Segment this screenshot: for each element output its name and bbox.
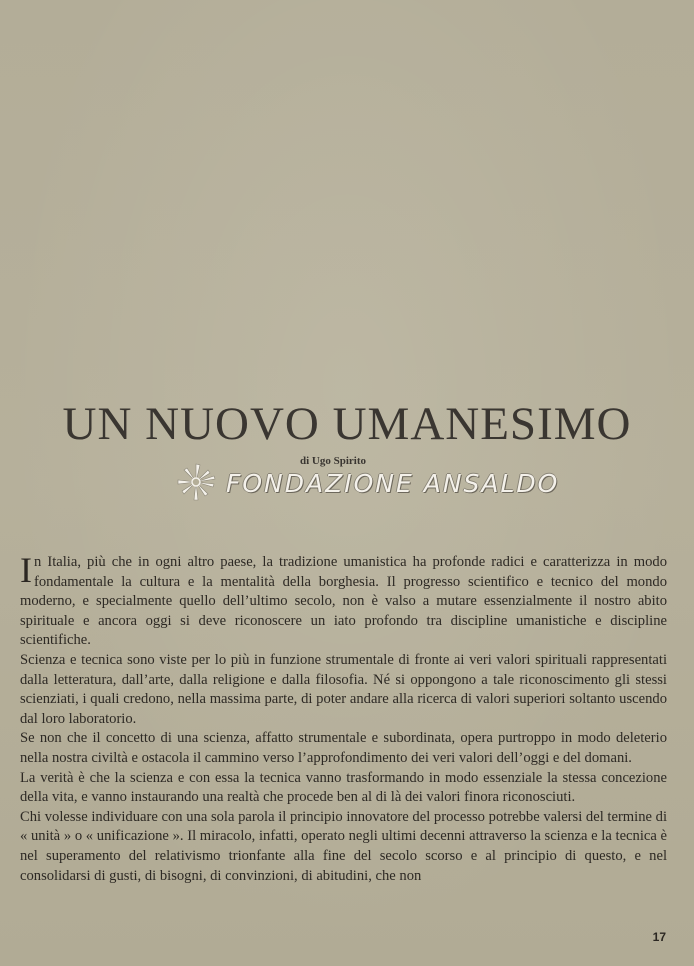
author-byline: di Ugo Spirito bbox=[300, 455, 367, 467]
starburst-logo-icon bbox=[174, 462, 218, 502]
paragraph-2: Scienza e tecnica sono viste per lo più in funzione strumentale di fronte ai veri valori spirituali rappresentati dalla letteratura, dall’arte, dalla religione e dalla filosofia. Né si oppongono a tale riconoscimento gli stessi scienziati, i quali credono, nella massima parte, di poter andare alla ricerca di valori superiori soltanto uscendo dal loro laboratorio. bbox=[20, 651, 667, 727]
drop-cap: I bbox=[20, 550, 32, 590]
paragraph-text: n Italia, più che in ogni altro paese, la tradizione umanistica ha profonde radici e caratterizza in modo fondamentale la cultura e la mentalità della borghesia. Il progresso scientifico e tecnico del mondo moderno, e specialmente quello dell’ultimo secolo, non è valso a mutare essenzialmente il nostro abito spirituale e ancora oggi si deve riconoscere un iato profondo tra discipline umanistiche e discipline scientifiche. bbox=[20, 554, 667, 649]
paragraph-1 bbox=[20, 550, 667, 651]
byline-row bbox=[170, 455, 560, 505]
page-number: 17 bbox=[652, 930, 666, 944]
paragraph-5: Chi volesse individuare con una sola parola il principio innovatore del processo potrebbe valersi del termine di « unità » o « unificazione ». Il miracolo, infatti, operato negli ultimi decenni attraverso la scienza e la tecnica è nel superamento del relativismo trionfante alla fine del secolo scorso e al principio di questo, e nel consolidarsi di gusti, di bisogni, di convinzioni, di abitudini, che non bbox=[20, 808, 667, 884]
paragraph-3: Se non che il concetto di una scienza, affatto strumentale e subordinata, opera purtroppo in modo deleterio nella nostra civiltà e ostacola il cammino verso l’approfondimento dei veri valori dell’oggi e del domani. bbox=[20, 730, 667, 766]
watermark-text: FONDAZIONE ANSALDO bbox=[226, 469, 560, 498]
article-title: UN NUOVO UMANESIMO bbox=[62, 398, 632, 450]
paragraph-4: La verità è che la scienza e con essa la tecnica vanno trasformando in modo essenziale la stessa concezione della vita, e vanno instaurando una realtà che procede ben al di là dei valori finora riconosciuti. bbox=[20, 769, 667, 806]
article-body bbox=[20, 550, 667, 886]
